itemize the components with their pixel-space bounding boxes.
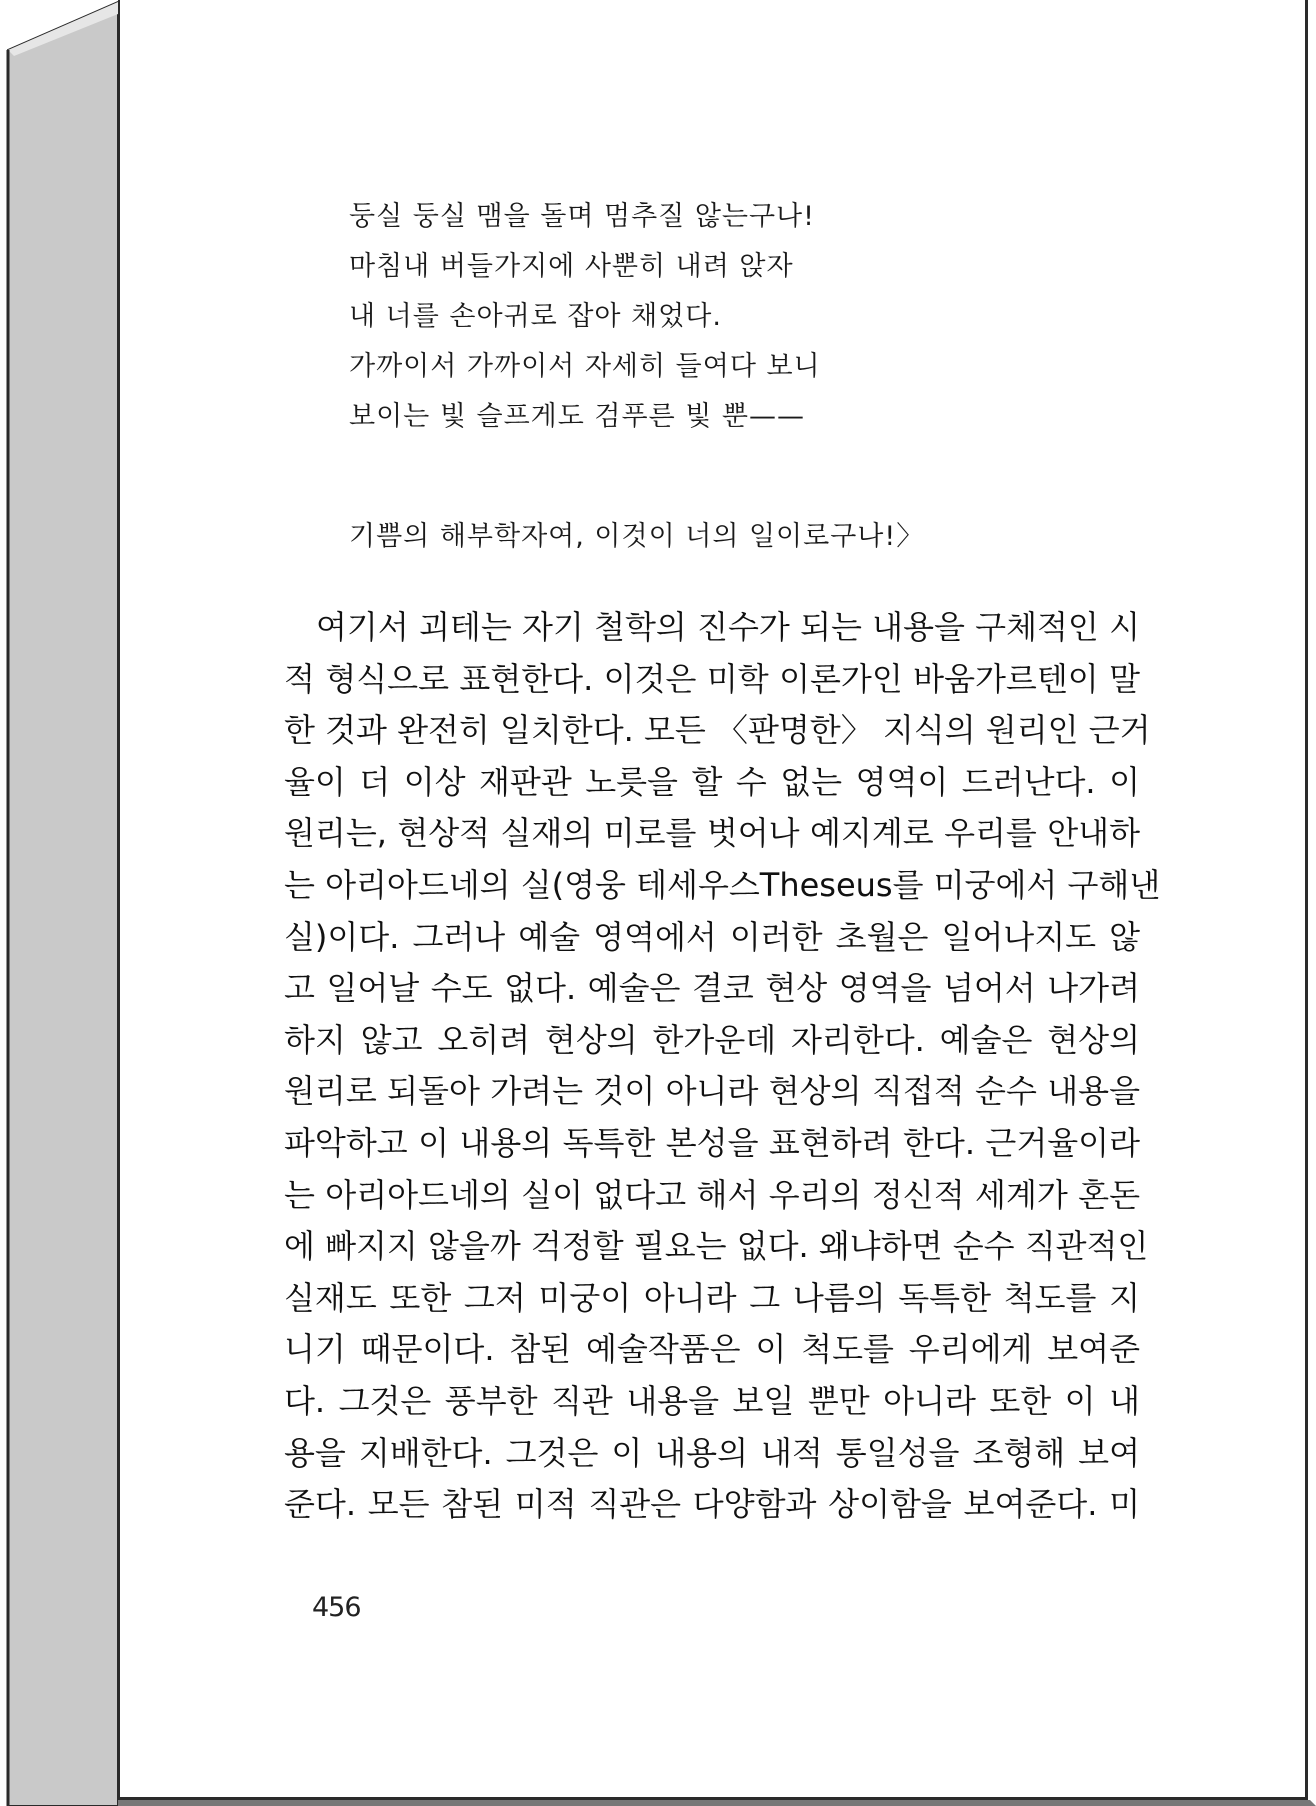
prose-line: 에 빠지지 않을까 걱정할 필요는 없다. 왜냐하면 순수 직관적인	[284, 1227, 1149, 1266]
prose-line: 니기 때문이다. 참된 예술작품은 이 척도를 우리에게 보여준	[284, 1330, 1140, 1369]
poem-line: 가까이서 가까이서 자세히 들여다 보니	[349, 351, 821, 382]
prose-line: 준다. 모든 참된 미적 직관은 다양함과 상이함을 보여준다. 미	[284, 1485, 1140, 1524]
page-number: 456	[312, 1592, 361, 1623]
prose-line: 실재도 또한 그저 미궁이 아니라 그 나름의 독특한 척도를 지	[284, 1278, 1140, 1317]
prose-line: 고 일어날 수도 없다. 예술은 결코 현상 영역을 넘어서 나가려	[284, 969, 1140, 1008]
prose-line: 는 아리아드네의 실이 없다고 해서 우리의 정신적 세계가 혼돈	[284, 1175, 1140, 1214]
poem-closing-line: 기쁨의 해부학자여, 이것이 너의 일이로구나!〉	[349, 521, 925, 552]
prose-line: 는 아리아드네의 실(영웅 테세우스Theseus를 미궁에서 구해낸	[284, 865, 1161, 904]
poem-line: 보이는 빛 슬프게도 검푸른 빛 뿐——	[349, 401, 805, 432]
poem-block	[349, 192, 1049, 562]
poem-line: 내 너를 손아귀로 잡아 채었다.	[349, 301, 722, 332]
prose-line: 파악하고 이 내용의 독특한 본성을 표현하려 한다. 근거율이라	[284, 1123, 1140, 1162]
prose-line: 원리는, 현상적 실재의 미로를 벗어나 예지계로 우리를 안내하	[284, 814, 1140, 853]
stanza-gap	[349, 442, 1049, 512]
poem-line: 마침내 버들가지에 사뿐히 내려 앉자	[349, 251, 794, 282]
prose-line: 다. 그것은 풍부한 직관 내용을 보일 뿐만 아니라 또한 이 내	[284, 1381, 1140, 1420]
prose-line: 적 형식으로 표현한다. 이것은 미학 이론가인 바움가르텐이 말	[284, 659, 1140, 698]
prose-line: 하지 않고 오히려 현상의 한가운데 자리한다. 예술은 현상의	[284, 1020, 1140, 1059]
prose-line: 실)이다. 그러나 예술 영역에서 이러한 초월은 일어나지도 않	[284, 917, 1140, 956]
prose-line: 한 것과 완전히 일치한다. 모든 〈판명한〉 지식의 원리인 근거	[284, 711, 1151, 750]
prose-line: 여기서 괴테는 자기 철학의 진수가 되는 내용을 구체적인 시	[316, 608, 1140, 646]
prose-paragraph	[284, 602, 1161, 1531]
prose-line: 원리로 되돌아 가려는 것이 아니라 현상의 직접적 순수 내용을	[284, 1072, 1140, 1111]
prose-line: 용을 지배한다. 그것은 이 내용의 내적 통일성을 조형해 보여	[284, 1433, 1140, 1472]
prose-line: 율이 더 이상 재판관 노릇을 할 수 없는 영역이 드러난다. 이	[284, 762, 1140, 801]
poem-line: 둥실 둥실 맴을 돌며 멈추질 않는구나!	[349, 201, 815, 232]
